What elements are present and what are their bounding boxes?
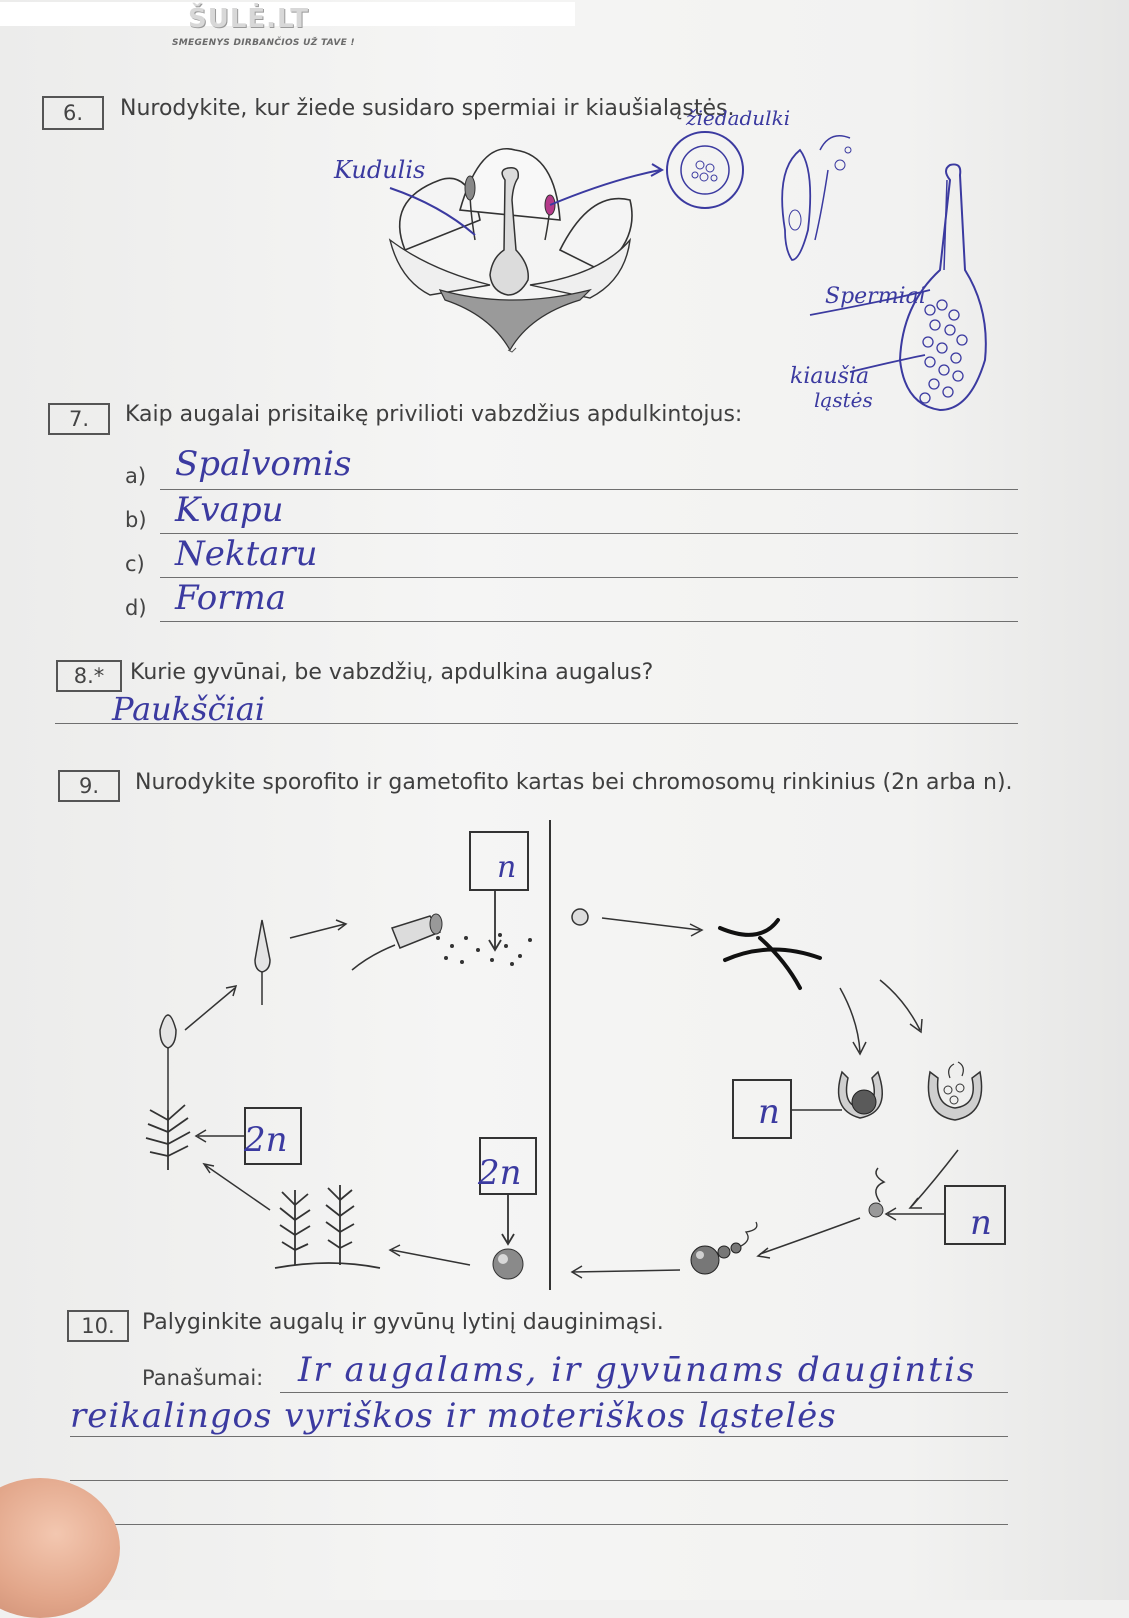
q10-line-2 (70, 1436, 1008, 1437)
q10-number: 10. (67, 1310, 129, 1342)
thumb (0, 1478, 120, 1618)
q7-line-d (160, 621, 1018, 622)
q7-question: Kaip augalai prisitaikę privilioti vabzdžius apdulkintojus: (125, 402, 743, 427)
q8-number: 8.* (56, 660, 122, 692)
q7-label-a: a) (125, 464, 147, 488)
q10-line-1 (280, 1392, 1008, 1393)
q10-similarities-label: Panašumai: (142, 1366, 264, 1390)
q7-answer-b: Kvapu (175, 490, 284, 530)
q7-line-c (160, 577, 1018, 578)
q10-question: Palyginkite augalų ir gyvūnų lytinį dauginimąsi. (142, 1310, 664, 1335)
q9-box-top-label: n (497, 850, 517, 885)
q7-answer-a: Spalvomis (175, 444, 352, 484)
q7-answer-c: Nektaru (175, 534, 318, 574)
q8-question: Kurie gyvūnai, be vabzdžių, apdulkina augalus? (130, 660, 654, 685)
q9-number: 9. (58, 770, 120, 802)
q9-box-right-upper-label: n (758, 1092, 780, 1132)
q6-number: 6. (42, 96, 104, 130)
flower-diagram (330, 110, 1010, 430)
q6-question: Nurodykite, kur žiede susidaro spermiai ir kiaušialąstės. (120, 96, 735, 121)
q10-line-3 (70, 1480, 1008, 1481)
q10-answer-line1: Ir augalams, ir gyvūnams daugintis (298, 1350, 977, 1390)
q8-answer-line (55, 723, 1018, 724)
q8-answer: Paukščiai (112, 690, 266, 728)
q6-hw-kudulis: Kudulis (334, 156, 426, 184)
lifecycle-diagram (0, 820, 1129, 1300)
q7-line-a (160, 489, 1018, 490)
q7-label-c: c) (125, 552, 145, 576)
q7-answer-d: Forma (175, 578, 286, 618)
q9-box-right-lower-label: n (970, 1203, 992, 1243)
q6-hw-lastes: ląstės (814, 388, 873, 412)
q10-line-4 (70, 1524, 1008, 1525)
q9-box-left-label: 2n (244, 1120, 288, 1160)
q6-hw-spermiai: Spermiai (825, 284, 926, 309)
q9-question: Nurodykite sporofito ir gametofito kartas bei chromosomų rinkinius (2n arba n). (135, 770, 1013, 795)
q7-number: 7. (48, 403, 110, 435)
q7-label-d: d) (125, 596, 147, 620)
q10-answer-line2: reikalingos vyriškos ir moteriškos ląstelės (70, 1396, 837, 1436)
q6-hw-kiausia: kiaušia (790, 364, 870, 389)
q9-box-middle-label: 2n (478, 1153, 522, 1193)
watermark-tagline: SMEGENYS DIRBANČIOS UŽ TAVE ! (172, 38, 355, 48)
watermark-logo: ŠULĖ.LT (188, 4, 310, 34)
q7-label-b: b) (125, 508, 147, 532)
q6-hw-ziedadulki: žiedadulki (686, 106, 791, 130)
